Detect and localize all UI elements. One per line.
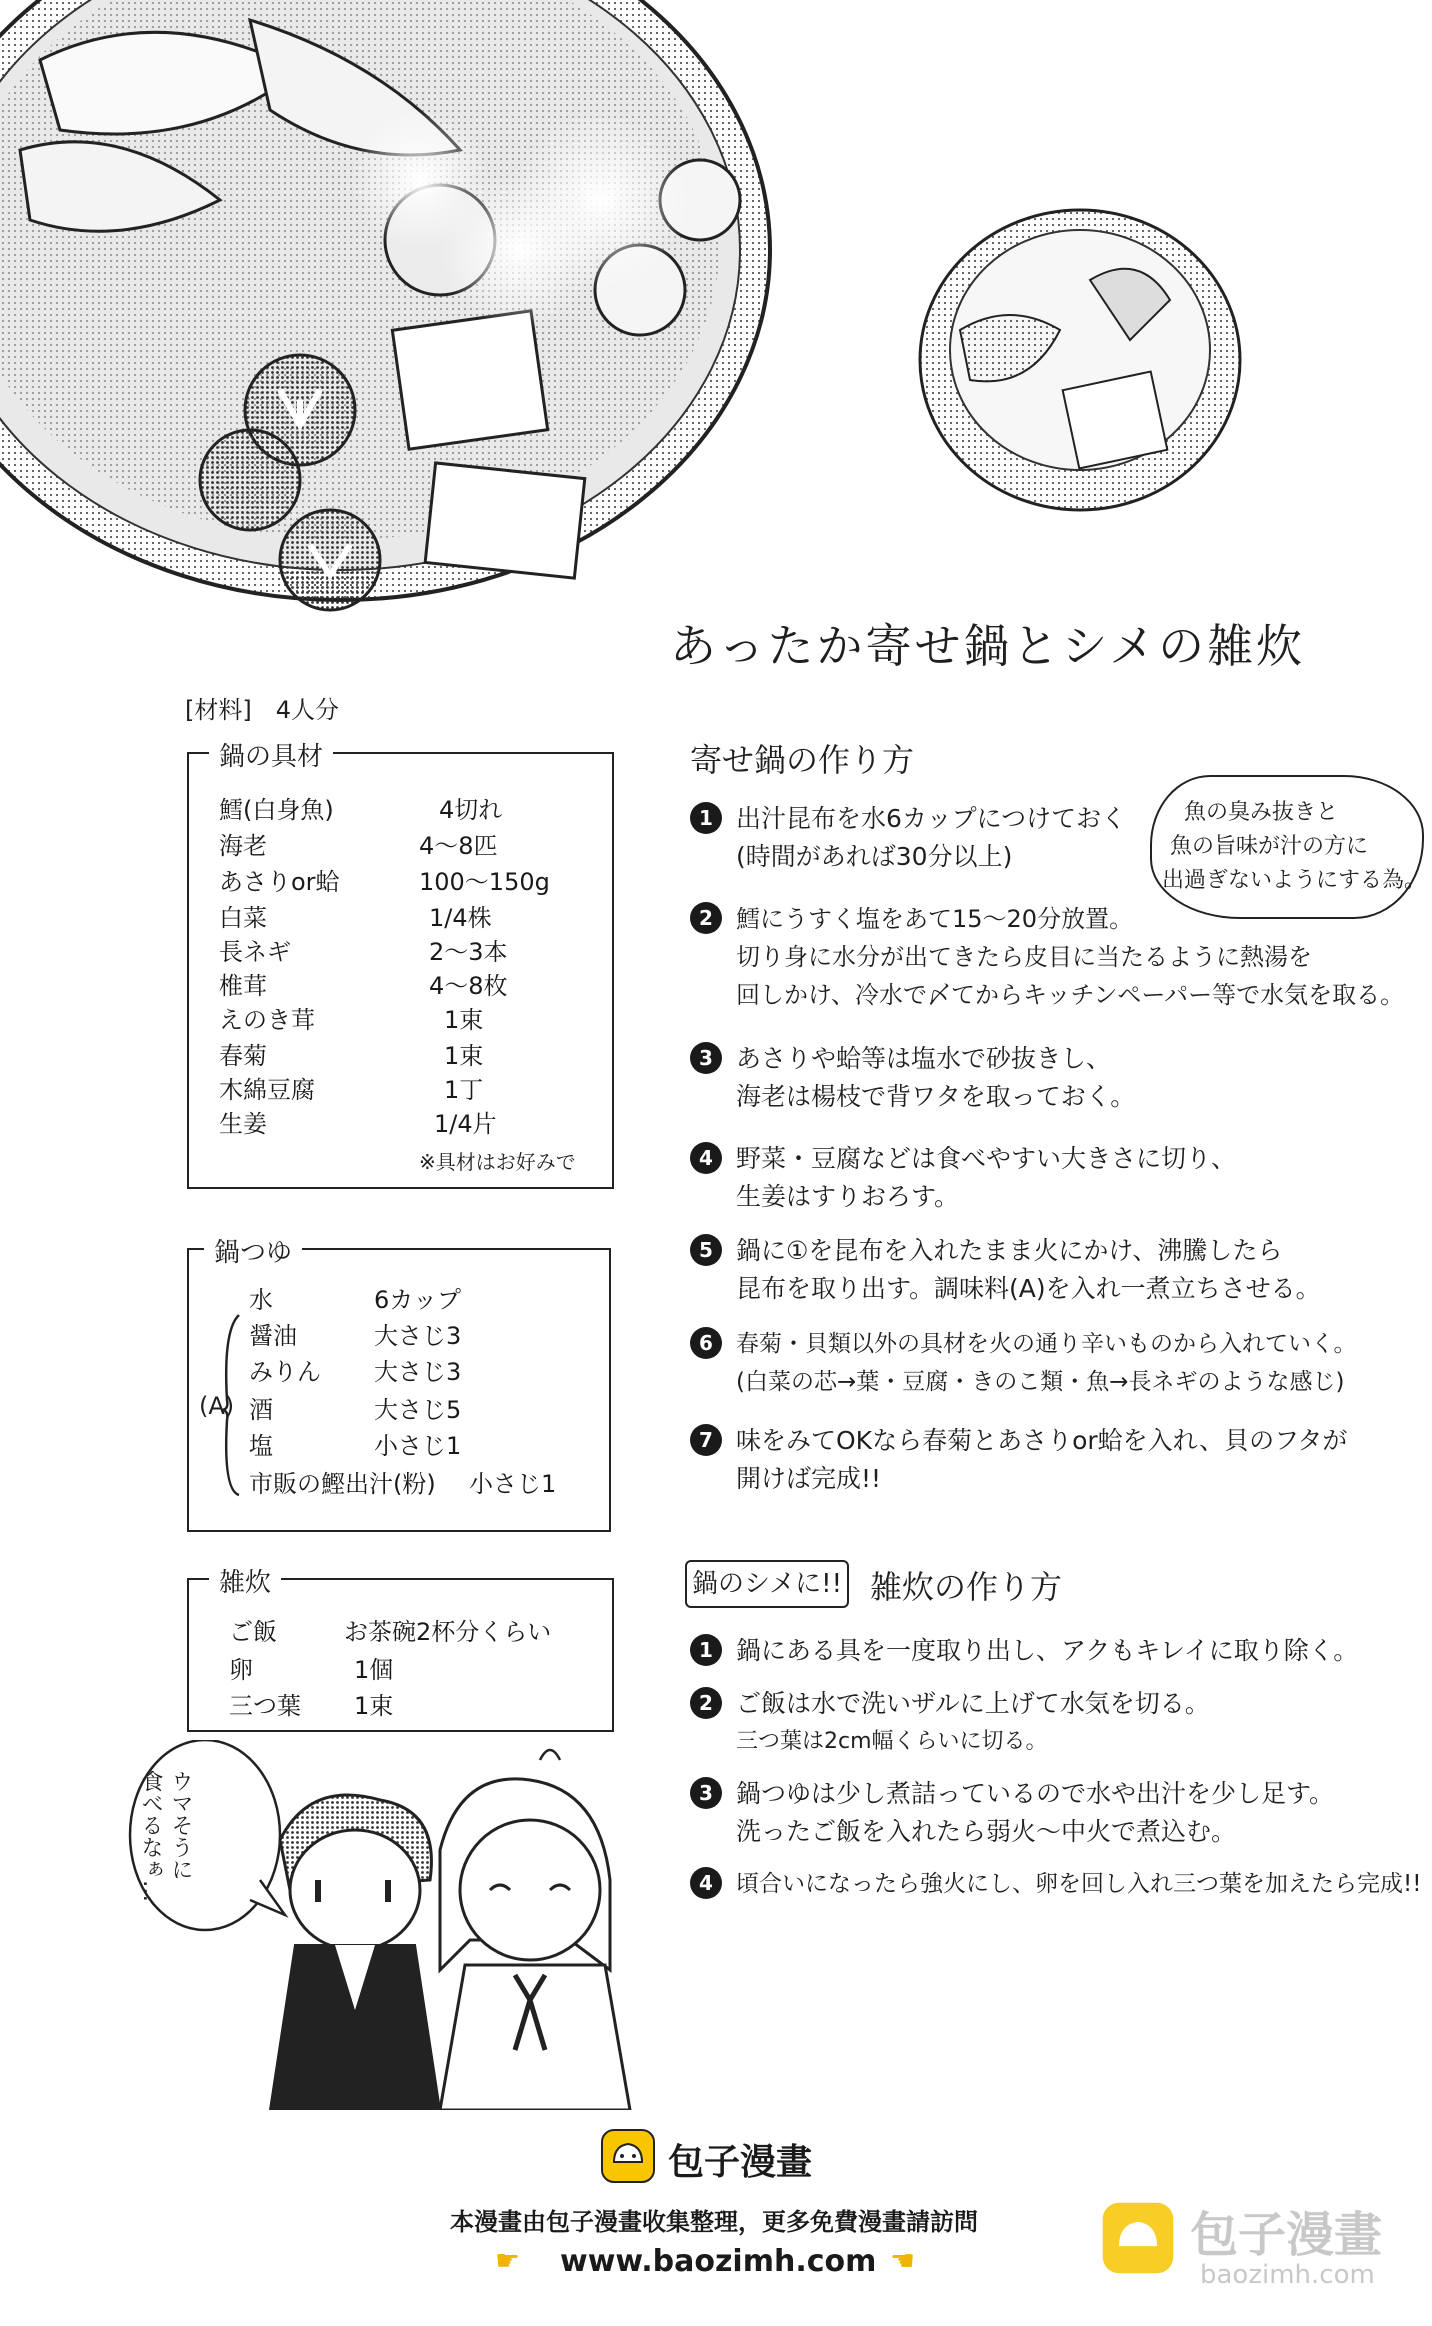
ingredient-qty: 4切れ [439, 796, 503, 824]
zousui-box-label: 雑炊 [209, 1562, 281, 1599]
step-number-badge: 3 [690, 1042, 722, 1074]
ingredient-name: 醤油 [249, 1322, 297, 1350]
cloud-note [1150, 775, 1427, 919]
watermark-logo-icon [1100, 2200, 1176, 2276]
ingredient-qty: 小さじ1 [374, 1432, 462, 1460]
ingredient-name: 木綿豆腐 [219, 1076, 315, 1104]
step-line: ご飯は水で洗いザルに上げて水気を切る。 [736, 1689, 1210, 1718]
watermark-brand: 包子漫畫 [1190, 2207, 1383, 2263]
step-line: 出汁昆布を水6カップにつけておく [736, 804, 1127, 833]
tsuyu-box-label: 鍋つゆ [204, 1232, 302, 1269]
step-number-badge: 1 [690, 802, 722, 834]
ingredient-qty: 4〜8匹 [419, 832, 498, 860]
shime-step [690, 1775, 1410, 1855]
ingredient-name: 水 [249, 1286, 273, 1314]
ingredient-name: えのき茸 [219, 1006, 315, 1034]
ingredient-qty: 6カップ [374, 1286, 462, 1314]
step-line: (白菜の芯→葉・豆腐・きのこ類・魚→長ネギのような感じ) [736, 1369, 1345, 1395]
pointing-hand-icon: ☚ [890, 2244, 916, 2277]
ingredient-name: 椎茸 [219, 972, 267, 1000]
yose-section-heading: 寄せ鍋の作り方 [690, 741, 915, 779]
step-line: 回しかけ、冷水で〆てからキッチンペーパー等で水気を取る。 [736, 981, 1405, 1009]
ingredient-name: ご飯 [229, 1618, 277, 1646]
ingredient-qty: 4〜8枚 [429, 972, 508, 1000]
step-line: 野菜・豆腐などは食べやすい大きさに切り、 [736, 1144, 1237, 1173]
ingredient-qty: お茶碗2杯分くらい [344, 1618, 552, 1646]
step-line: あさりや蛤等は塩水で砂抜きし、 [736, 1044, 1112, 1073]
step-line: 海老は楊枝で背ワタを取っておく。 [736, 1082, 1136, 1111]
step-line: 昆布を取り出す。調味料(A)を入れ一煮立ちさせる。 [736, 1274, 1321, 1303]
ingredient-name: 市販の鰹出汁(粉) [249, 1470, 436, 1498]
ingredient-qty: 1個 [354, 1656, 394, 1684]
ingredient-qty: 大さじ3 [374, 1358, 462, 1386]
step-number-badge: 3 [690, 1777, 722, 1809]
shime-step [690, 1685, 1410, 1765]
ingredient-qty: 小さじ1 [469, 1470, 557, 1498]
ingredients-note: ※具材はお好みで [419, 1150, 576, 1174]
footer-url[interactable]: www.baozimh.com [560, 2244, 877, 2279]
group-label: (A) [199, 1392, 235, 1420]
nabe-ingredients-box [187, 742, 614, 1189]
hotpot-illustration [0, 0, 1432, 640]
ingredient-qty: 2〜3本 [429, 938, 508, 966]
step-number-badge: 1 [690, 1634, 722, 1666]
ingredient-name: あさりor蛤 [219, 868, 340, 896]
yose-step [690, 1040, 1410, 1120]
shime-section-heading: 雑炊の作り方 [870, 1568, 1063, 1606]
step-line: 鍋に①を昆布を入れたまま火にかけ、沸騰したら [736, 1236, 1283, 1265]
watermark-url: baozimh.com [1200, 2260, 1375, 2290]
ingredient-qty: 大さじ5 [374, 1396, 462, 1424]
ingredient-name: 長ネギ [219, 938, 291, 966]
step-line: 切り身に水分が出てきたら皮目に当たるように熱湯を [736, 943, 1312, 971]
step-line: (時間があれば30分以上) [736, 842, 1013, 871]
step-number-badge: 5 [690, 1234, 722, 1266]
cloud-note-line: 出過ぎないようにする為。 [1162, 868, 1427, 893]
hotpot [0, 0, 770, 610]
ingredients-header: [材料] 4人分 [185, 696, 339, 724]
step-number-badge: 7 [690, 1424, 722, 1456]
ingredient-name: 鱈(白身魚) [219, 796, 334, 824]
step-line: 鱈にうすく塩をあて15〜20分放置。 [736, 905, 1134, 933]
ingredient-qty: 1/4株 [429, 904, 492, 932]
pointing-hand-icon: ☛ [495, 2244, 521, 2277]
yose-step [690, 1140, 1410, 1220]
ingredient-qty: 1/4片 [434, 1110, 497, 1138]
ingredient-qty: 1束 [354, 1692, 394, 1720]
ingredient-name: 海老 [219, 832, 267, 860]
step-line: 洗ったご飯を入れたら弱火〜中火で煮込む。 [736, 1817, 1237, 1846]
step-line: 三つ葉は2cm幅くらいに切る。 [736, 1729, 1048, 1754]
step-line: 味をみてOKなら春菊とあさりor蛤を入れ、貝のフタが [736, 1426, 1348, 1455]
ingredient-qty: 1束 [444, 1006, 484, 1034]
step-line: 頃合いになったら強火にし、卵を回し入れ三つ葉を加えたら完成!! [736, 1871, 1422, 1897]
step-number-badge: 2 [690, 1687, 722, 1719]
zousui-bowl [920, 210, 1240, 510]
yose-step [690, 800, 1150, 880]
ingredient-name: 春菊 [219, 1042, 267, 1070]
ingredient-qty: 大さじ3 [374, 1322, 462, 1350]
speech-bubble-line: 食べるなぁ… [138, 1770, 163, 1902]
ingredient-name: 塩 [249, 1432, 273, 1460]
step-line: 生姜はすりおろす。 [736, 1182, 960, 1211]
step-line: 鍋にある具を一度取り出し、アクもキレイに取り除く。 [736, 1636, 1359, 1665]
ingredient-name: みりん [249, 1358, 321, 1386]
ingredient-qty: 1丁 [444, 1076, 484, 1104]
step-number-badge: 4 [690, 1142, 722, 1174]
tsuyu-box [187, 1238, 611, 1532]
shime-tag: 鍋のシメに!! [685, 1560, 849, 1608]
step-number-badge: 6 [690, 1327, 722, 1359]
step-line: 春菊・貝類以外の具材を火の通り辛いものから入れていく。 [736, 1331, 1357, 1357]
step-line: 開けば完成!! [736, 1464, 882, 1493]
shime-step [690, 1632, 1410, 1672]
baozi-logo-icon [600, 2128, 656, 2184]
recipe-title: あったか寄せ鍋とシメの雑炊 [670, 619, 1306, 673]
ingredient-name: 生姜 [219, 1110, 267, 1138]
shime-step [690, 1865, 1422, 1905]
ingredient-qty: 100〜150g [419, 868, 550, 896]
cloud-note-line: 魚の臭み抜きと [1184, 800, 1339, 825]
cloud-note-line: 魚の旨味が汁の方に [1170, 834, 1369, 859]
ingredient-name: 三つ葉 [229, 1692, 301, 1720]
ingredient-name: 白菜 [219, 904, 267, 932]
yose-step [690, 1325, 1410, 1405]
speech-bubble-line: ウマそうに [168, 1770, 193, 1880]
yose-step [690, 900, 1410, 1020]
nabe-box-label: 鍋の具材 [209, 736, 333, 773]
step-line: 鍋つゆは少し煮詰っているので水や出汁を少し足す。 [736, 1779, 1335, 1808]
ingredient-qty: 1束 [444, 1042, 484, 1070]
footer-notice: 本漫畫由包子漫畫收集整理，更多免費漫畫請訪問 [450, 2208, 978, 2236]
ingredient-name: 卵 [229, 1656, 253, 1684]
footer-brand: 包子漫畫 [668, 2142, 813, 2183]
zousui-ingredients-box [187, 1568, 614, 1732]
step-number-badge: 4 [690, 1867, 722, 1899]
yose-step [690, 1232, 1410, 1312]
ingredient-name: 酒 [249, 1396, 273, 1424]
step-number-badge: 2 [690, 902, 722, 934]
yose-step [690, 1422, 1410, 1502]
